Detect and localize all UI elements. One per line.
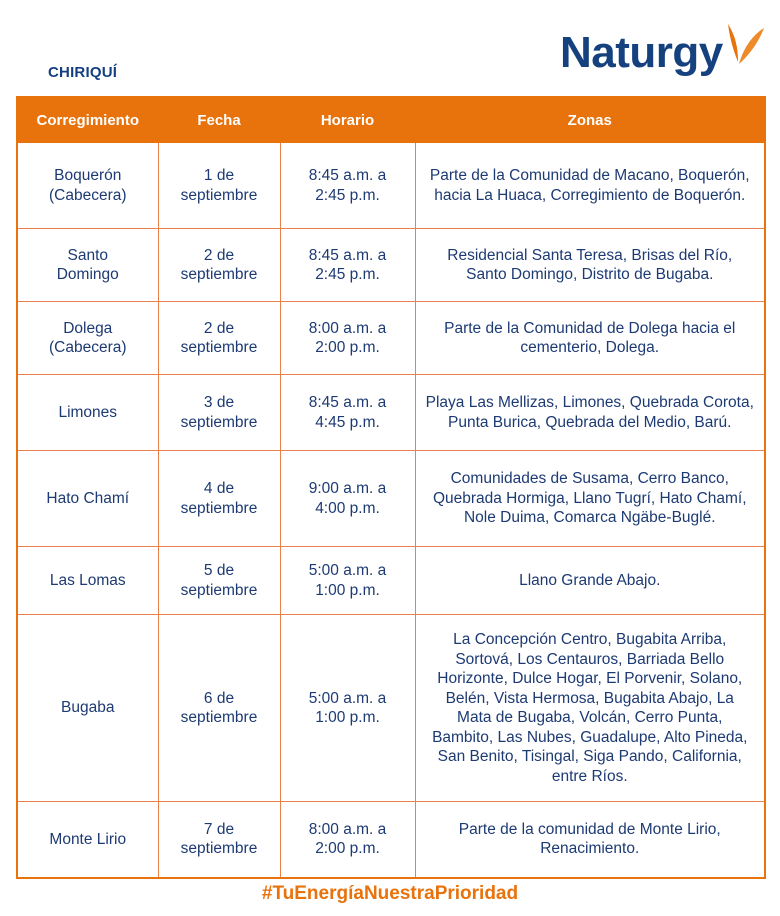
table-row [17,451,765,547]
horario-cell: 8:45 a.m. a 2:45 p.m. [280,143,415,229]
corregimiento-cell: Monte Lirio [17,802,158,878]
logo-text: Naturgy [560,28,723,77]
column-header: Corregimiento [17,97,158,143]
zonas-cell: Residencial Santa Teresa, Brisas del Río, Santo Domingo, Distrito de Bugaba. [415,229,765,302]
zonas-cell: La Concepción Centro, Bugabita Arriba, Sortová, Los Centauros, Barriada Bello Horizonte, Dulce Hogar, El Porvenir, Solano, Belén, Vista Hermosa, Bugabita Abajo, La Mata de Bugaba, Volcán, Cerro Punta, Bambito, Las Nubes, Guadalupe, Alto Pineda, San Benito, Tisingal, Siga Pando, California, entre Ríos. [415,615,765,802]
table-row [17,547,765,615]
fecha-cell: 2 de septiembre [158,229,280,302]
horario-cell: 8:00 a.m. a 2:00 p.m. [280,302,415,375]
column-header: Zonas [415,97,765,143]
zonas-cell: Parte de la comunidad de Monte Lirio, Renacimiento. [415,802,765,878]
fecha-cell: 2 de septiembre [158,302,280,375]
zonas-cell: Parte de la Comunidad de Macano, Boquerón, hacia La Huaca, Corregimiento de Boquerón. [415,143,765,229]
table-header-row [17,97,765,143]
corregimiento-cell: Dolega (Cabecera) [17,302,158,375]
region-title: CHIRIQUÍ [48,64,118,81]
butterfly-icon [724,22,766,70]
table-row [17,375,765,451]
corregimiento-cell: Boquerón (Cabecera) [17,143,158,229]
fecha-cell: 4 de septiembre [158,451,280,547]
horario-cell: 8:00 a.m. a 2:00 p.m. [280,802,415,878]
outage-schedule-table [16,96,766,879]
corregimiento-cell: Santo Domingo [17,229,158,302]
table-row [17,802,765,878]
naturgy-logo [560,22,770,82]
horario-cell: 8:45 a.m. a 4:45 p.m. [280,375,415,451]
campaign-hashtag: #TuEnergíaNuestraPrioridad [261,883,519,904]
zonas-cell: Parte de la Comunidad de Dolega hacia el cementerio, Dolega. [415,302,765,375]
horario-cell: 8:45 a.m. a 2:45 p.m. [280,229,415,302]
horario-cell: 5:00 a.m. a 1:00 p.m. [280,547,415,615]
corregimiento-cell: Hato Chamí [17,451,158,547]
fecha-cell: 5 de septiembre [158,547,280,615]
fecha-cell: 1 de septiembre [158,143,280,229]
corregimiento-cell: Las Lomas [17,547,158,615]
table-row [17,615,765,802]
table-row [17,229,765,302]
zonas-cell: Comunidades de Susama, Cerro Banco, Quebrada Hormiga, Llano Tugrí, Hato Chamí, Nole Duima, Comarca Ngäbe-Buglé. [415,451,765,547]
fecha-cell: 6 de septiembre [158,615,280,802]
corregimiento-cell: Bugaba [17,615,158,802]
zonas-cell: Llano Grande Abajo. [415,547,765,615]
column-header: Fecha [158,97,280,143]
horario-cell: 9:00 a.m. a 4:00 p.m. [280,451,415,547]
horario-cell: 5:00 a.m. a 1:00 p.m. [280,615,415,802]
fecha-cell: 3 de septiembre [158,375,280,451]
fecha-cell: 7 de septiembre [158,802,280,878]
column-header: Horario [280,97,415,143]
zonas-cell: Playa Las Mellizas, Limones, Quebrada Corota, Punta Burica, Quebrada del Medio, Barú. [415,375,765,451]
corregimiento-cell: Limones [17,375,158,451]
table-row [17,302,765,375]
table-row [17,143,765,229]
